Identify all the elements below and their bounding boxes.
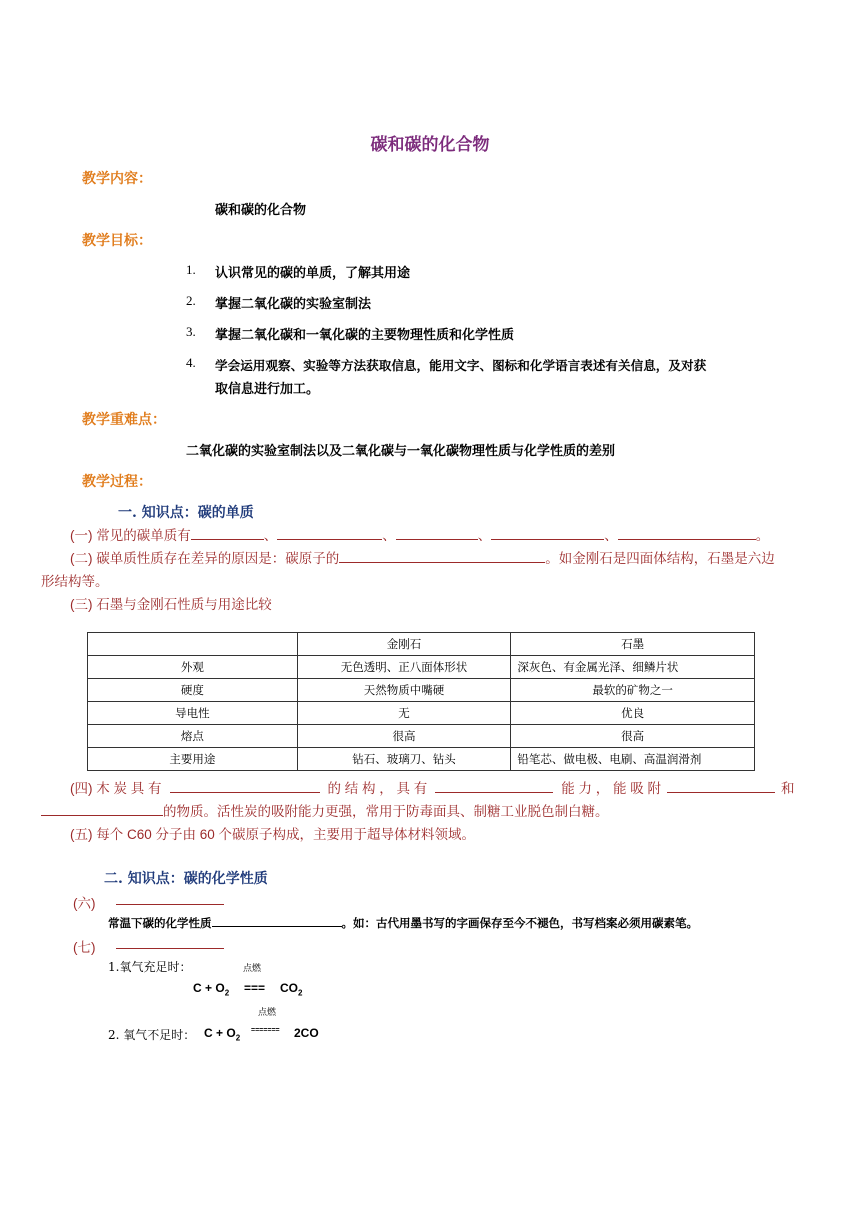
goal-num: 3. <box>186 324 196 339</box>
eq2-label: 2. 氧气不足时： <box>108 1028 196 1042</box>
goals-label: 教学目标： <box>82 233 152 249</box>
table-row <box>88 725 755 748</box>
separator: 、 <box>477 528 492 543</box>
blank[interactable] <box>618 527 756 540</box>
table-cell: 天然物质中嘴硬 <box>297 679 511 702</box>
separator: 、 <box>382 528 396 543</box>
eq2-sign: ======= <box>251 1027 280 1034</box>
eq2-reactants: C + O <box>204 1026 236 1040</box>
subscript: 2 <box>298 988 303 998</box>
eq1-right <box>280 981 302 997</box>
p2-line2: 形结构等。 <box>41 574 109 589</box>
table-cell: 熔点 <box>88 725 298 748</box>
table-cell: 钻石、玻璃刀、钻头 <box>297 748 511 771</box>
blank[interactable] <box>170 780 320 793</box>
page-title: 碳和碳的化合物 <box>370 135 490 155</box>
table-row <box>88 748 755 771</box>
table-cell: 铅笔芯、做电极、电刷、高温润滑剂 <box>511 748 755 771</box>
blank[interactable] <box>191 527 264 540</box>
p2-prefix: (二) 碳单质性质存在差异的原因是：碳原子的 <box>70 551 340 566</box>
separator: 、 <box>604 528 618 543</box>
goal-text-cont: 取信息进行加工。 <box>215 382 320 397</box>
p4-line2-text: 的物质。活性炭的吸附能力更强，常用于防毒面具、制糖工业脱色制白糖。 <box>163 804 609 819</box>
six-text-b: 。如：古代用墨书写的字画保存至今不褪色，书写档案必须用碳素笔。 <box>341 916 698 930</box>
table-cell: 导电性 <box>88 702 298 725</box>
separator: 、 <box>263 528 278 543</box>
table-cell: 优良 <box>511 702 755 725</box>
table-cell: 外观 <box>88 656 298 679</box>
part2-heading: 二. 知识点：碳的化学性质 <box>104 871 268 887</box>
goal-num: 2. <box>186 293 196 308</box>
table-header-cell: 石墨 <box>511 633 755 656</box>
table-cell: 主要用途 <box>88 748 298 771</box>
eq1-label: 1.氧气充足时： <box>108 960 192 974</box>
goal-text: 掌握二氧化碳和一氧化碳的主要物理性质和化学性质 <box>215 328 515 343</box>
part1-heading: 一. 知识点：碳的单质 <box>118 505 254 521</box>
subscript: 2 <box>224 988 230 998</box>
blank[interactable] <box>435 780 553 793</box>
table-cell: 无色透明、正八面体形状 <box>297 656 511 679</box>
p4-part: 和 <box>781 781 795 796</box>
eq2-right: 2CO <box>294 1026 319 1040</box>
key-text: 二氧化碳的实验室制法以及二氧化碳与一氧化碳物理性质与化学性质的差别 <box>186 444 616 459</box>
paragraph-4-line2 <box>41 800 609 820</box>
eq1-sign: === <box>244 981 266 995</box>
blank[interactable] <box>41 803 163 816</box>
goal-num: 1. <box>186 262 196 277</box>
table-cell: 硬度 <box>88 679 298 702</box>
table-cell: 很高 <box>297 725 511 748</box>
p2-suffix: 。如金刚石是四面体结构，石墨是六边 <box>545 551 775 566</box>
blank[interactable] <box>277 527 382 540</box>
eq1-reactants: C + O <box>193 981 225 995</box>
item-six-label: (六) <box>73 896 96 911</box>
eq1-product: CO <box>280 981 298 995</box>
table-header-row <box>88 633 755 656</box>
p4-part: (四) 木 炭 具 有 <box>70 781 162 796</box>
table-cell: 很高 <box>511 725 755 748</box>
table-cell: 深灰色、有金属光泽、细鳞片状 <box>511 656 755 679</box>
six-text-a: 常温下碳的化学性质 <box>108 916 212 930</box>
blank[interactable] <box>116 894 224 905</box>
paragraph-4 <box>70 777 795 797</box>
eq1-condition: 点燃 <box>243 964 262 974</box>
item-six-text <box>108 914 698 931</box>
blank[interactable] <box>396 527 478 540</box>
goal-text: 掌握二氧化碳的实验室制法 <box>215 297 372 312</box>
goal-text: 学会运用观察、实验等方法获取信息，能用文字、图标和化学语言表述有关信息，及对获 <box>215 358 707 373</box>
blank[interactable] <box>339 550 545 563</box>
table-row <box>88 702 755 725</box>
table-cell: 无 <box>297 702 511 725</box>
table-cell: 最软的矿物之一 <box>511 679 755 702</box>
table-header-cell: 金刚石 <box>297 633 511 656</box>
p4-part: 能 力 ， 能 吸 附 <box>561 781 662 796</box>
paragraph-2 <box>70 547 775 567</box>
eq2-condition: 点燃 <box>258 1008 277 1018</box>
content-text: 碳和碳的化合物 <box>215 203 307 218</box>
key-label: 教学重难点： <box>82 412 166 428</box>
table-cell <box>88 633 298 656</box>
blank[interactable] <box>667 780 775 793</box>
comparison-table <box>87 632 755 771</box>
blank[interactable] <box>116 938 224 949</box>
paragraph-1 <box>70 524 769 544</box>
p4-part: 的 结 构 ， 具 有 <box>327 781 428 796</box>
blank[interactable] <box>491 527 604 540</box>
process-label: 教学过程： <box>82 474 152 490</box>
table-row <box>88 679 755 702</box>
item-seven-label: (七) <box>73 940 96 955</box>
goal-text: 认识常见的碳的单质，了解其用途 <box>215 266 411 281</box>
blank[interactable] <box>212 914 342 927</box>
content-label: 教学内容： <box>82 171 152 187</box>
subscript: 2 <box>235 1033 241 1043</box>
table-row <box>88 656 755 679</box>
eq2-left <box>204 1026 240 1042</box>
eq1-left <box>193 981 229 997</box>
paragraph-3: (三) 石墨与金刚石性质与用途比较 <box>70 597 272 612</box>
goal-num: 4. <box>186 355 196 370</box>
p1-prefix: (一) 常见的碳单质有 <box>70 528 191 543</box>
paragraph-5: (五) 每个 C60 分子由 60 个碳原子构成，主要用于超导体材料领域。 <box>70 827 476 842</box>
period: 。 <box>755 528 770 543</box>
